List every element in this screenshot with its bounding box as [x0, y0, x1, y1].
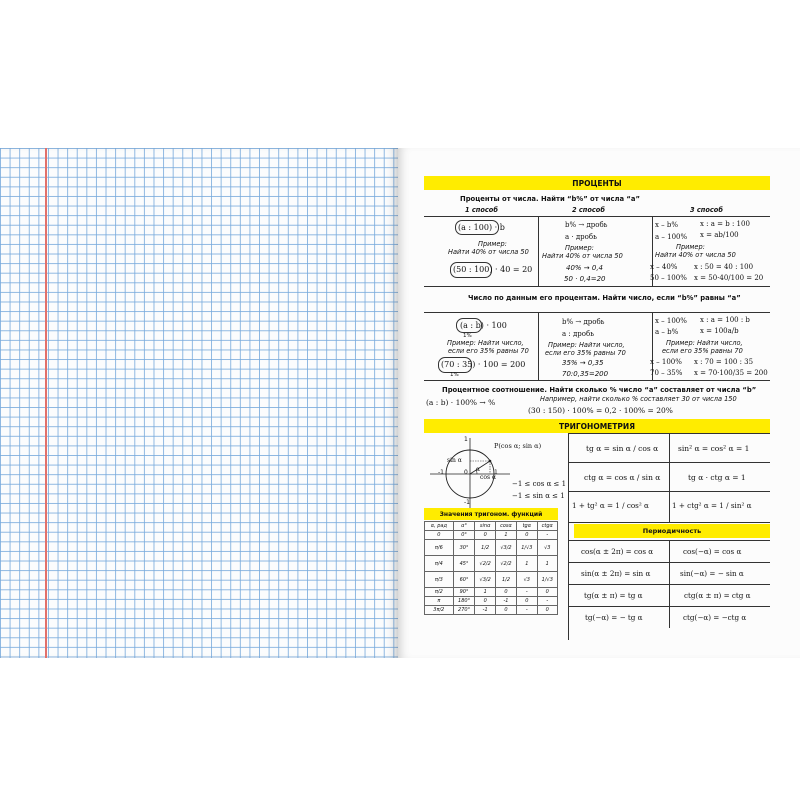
r2c3-f3: x : 70 = 100 : 35 [694, 358, 754, 366]
bracket [455, 220, 499, 235]
formula-1ctg: 1 + ctg² α = 1 / sin² α [672, 501, 752, 510]
margin-line [45, 148, 47, 658]
table-cell: 1 [537, 556, 557, 572]
table-cell: 60° [453, 572, 475, 588]
graph-paper-page [0, 148, 398, 658]
r1c3-example: Пример: [676, 243, 705, 251]
table-cell: - [517, 606, 537, 615]
alpha-label: α [476, 466, 481, 473]
table-cell: π/4 [425, 556, 454, 572]
r1c2-c2: 50 · 0,4=20 [564, 275, 606, 283]
table1-line [424, 286, 770, 287]
period-sin-neg: sin(−α) = − sin α [680, 569, 744, 578]
table-cell: 270° [453, 606, 475, 615]
r2c3-task: если его 35% равны 70 [662, 347, 743, 355]
formula-sin2: sin² α = cos² α = 1 [678, 444, 750, 453]
r1c1-task: Найти 40% от числа 50 [448, 248, 529, 256]
table-cell: 1/2 [495, 572, 516, 588]
r2c2-l1: b% → дробь [562, 318, 605, 326]
axis-one-right: 1 [494, 469, 498, 476]
r1c3-c2: 50 – 100% [650, 274, 687, 282]
r2c2-c2: 70:0,35=200 [562, 370, 609, 378]
percent-sub3: Процентное соотношение. Найти сколько % число “a” составляет от числа “b” [442, 386, 757, 394]
period-ctg-neg: ctg(−α) = −ctg α [683, 613, 747, 622]
period-tg-neg: tg(−α) = − tg α [585, 613, 643, 622]
period-ctg: ctg(α ± π) = ctg α [684, 591, 751, 600]
r2c2-example: Пример: Найти число, [548, 341, 625, 349]
table-cell: 1 [517, 556, 537, 572]
table2-line [424, 312, 770, 313]
period-divider [669, 540, 670, 628]
col1-label: 1 способ [465, 206, 498, 214]
table-cell: 1/2 [475, 540, 495, 556]
table-cell: - [537, 531, 557, 540]
table-cell: √3/2 [475, 572, 495, 588]
table-cell: π/3 [425, 572, 454, 588]
r3-task: Например, найти сколько % составляет 30 от числа 150 [540, 395, 737, 403]
r2c3-f1: x : a = 100 : b [700, 316, 750, 324]
table-cell: 0 [475, 531, 495, 540]
table-cell: 45° [453, 556, 475, 572]
r2c2-l2: a : дробь [562, 330, 595, 338]
r1c2-example: Пример: [565, 244, 594, 252]
r2c3-c1: x – 100% [650, 358, 682, 366]
table-cell: 3π/2 [425, 606, 454, 615]
r2c1-pct: 1% [463, 333, 472, 339]
table-cell: 0 [537, 588, 557, 597]
table2-divider [538, 312, 539, 380]
table-cell: -1 [475, 606, 495, 615]
table-cell: -1 [495, 597, 516, 606]
r2c3-f4: x = 70·100/35 = 200 [694, 369, 768, 377]
r2c1-formula: (a : b) · 100 [460, 321, 507, 330]
table-row [425, 572, 558, 588]
values-header: Значения тригоном. функций [424, 508, 558, 520]
r1c3-b: a – 100% [655, 233, 688, 241]
axis-one-top: 1 [464, 436, 468, 443]
table-header-cell: sinα [475, 522, 495, 531]
r1c2-l2: a · дробь [565, 233, 597, 241]
period-cos-neg: cos(−α) = cos α [683, 547, 742, 556]
sin-inequality: −1 ≤ sin α ≤ 1 [512, 492, 565, 500]
r1c2-task: Найти 40% от числа 50 [542, 252, 623, 260]
r2c2-c1: 35% → 0,35 [562, 359, 604, 367]
r2c1-pct2: 1% [450, 372, 459, 378]
table1-line [424, 216, 770, 217]
r2c1-calc: (70 : 35) · 100 = 200 [441, 360, 526, 369]
axis-minus-one-left: -1 [438, 469, 444, 476]
table-cell: 0 [537, 606, 557, 615]
table-cell: 0 [517, 531, 537, 540]
r3-formula: (a : b) · 100% → % [426, 398, 496, 407]
table-cell: 0° [453, 531, 475, 540]
point-label: P(cos α; sin α) [494, 442, 542, 450]
r2c3-f2: x = 100a/b [700, 327, 739, 335]
table-cell: 180° [453, 597, 475, 606]
table-header-cell: α, рад [425, 522, 454, 531]
period-sin: sin(α ± 2π) = sin α [581, 569, 651, 578]
table-cell: 1/√3 [537, 572, 557, 588]
table-header-cell: α° [453, 522, 475, 531]
formula-line [568, 522, 770, 523]
r3-calc: (30 : 150) · 100% = 0,2 · 100% = 20% [528, 406, 673, 415]
table-cell: 1 [495, 531, 516, 540]
r1c3-a: x – b% [655, 221, 679, 229]
table-cell: √2/2 [495, 556, 516, 572]
r2c2-task: если его 35% равны 70 [545, 349, 626, 357]
r1c3-f1: x : a = b : 100 [700, 220, 750, 228]
r1c1-formula: (a : 100) · b [458, 223, 505, 232]
formula-tgctg: tg α · ctg α = 1 [688, 473, 746, 482]
table-header-cell: ctgα [537, 522, 557, 531]
formula-divider [669, 433, 670, 522]
r2c3-a: x – 100% [655, 317, 687, 325]
r1c1-example: Пример: [478, 240, 507, 248]
r2c1-example: Пример: Найти число, [447, 339, 524, 347]
r1c3-task: Найти 40% от числа 50 [655, 251, 736, 259]
table2-line [424, 380, 770, 381]
formula-divider [568, 433, 569, 640]
percent-header: ПРОЦЕНТЫ [424, 176, 770, 190]
axis-zero: 0 [464, 469, 468, 476]
table-cell: 0 [425, 531, 454, 540]
table-row [425, 597, 558, 606]
table-cell: √3 [537, 540, 557, 556]
table-header-cell: cosα [495, 522, 516, 531]
r1c2-l1: b% → дробь [565, 221, 608, 229]
percent-sub2: Число по данным его процентам. Найти число, если “b%” равны “a” [468, 294, 741, 302]
table-cell: 0 [495, 606, 516, 615]
col2-label: 2 способ [572, 206, 605, 214]
table-cell: π/2 [425, 588, 454, 597]
r1c3-f4: x = 50·40/100 = 20 [694, 274, 764, 282]
cos-inequality: −1 ≤ cos α ≤ 1 [512, 480, 567, 488]
r1c2-c1: 40% → 0,4 [566, 264, 604, 272]
table-header-row [425, 522, 558, 531]
sin-label: sin α [447, 457, 462, 464]
formula-1tg: 1 + tg² α = 1 / cos² α [572, 501, 649, 510]
table-row [425, 606, 558, 615]
period-header: Периодичность [574, 524, 770, 538]
table-cell: 0 [495, 588, 516, 597]
table-row [425, 540, 558, 556]
r2c1-task: если его 35% равны 70 [448, 347, 529, 355]
trig-header: ТРИГОНОМЕТРИЯ [424, 419, 770, 433]
table-cell: 30° [453, 540, 475, 556]
table-cell: √2/2 [475, 556, 495, 572]
formula-ctg: ctg α = cos α / sin α [584, 473, 661, 482]
table-cell: π [425, 597, 454, 606]
r1c1-calc: (50 : 100) · 40 = 20 [453, 265, 533, 274]
table-cell: 1/√3 [517, 540, 537, 556]
table-cell: 0 [517, 597, 537, 606]
formula-tg: tg α = sin α / cos α [586, 444, 659, 453]
r2c3-b: a – b% [655, 328, 679, 336]
period-cos: cos(α ± 2π) = cos α [581, 547, 654, 556]
table-cell: 1 [475, 588, 495, 597]
table-cell: √3/2 [495, 540, 516, 556]
table-row [425, 556, 558, 572]
trig-values-table [424, 521, 558, 615]
axis-minus-one-bottom: -1 [464, 499, 470, 506]
table-row [425, 531, 558, 540]
table-cell: - [537, 597, 557, 606]
table-cell: 0 [475, 597, 495, 606]
period-tg: tg(α ± π) = tg α [584, 591, 643, 600]
col3-label: 3 способ [690, 206, 723, 214]
r1c3-f2: x = ab/100 [700, 231, 739, 239]
r1c3-f3: x : 50 = 40 : 100 [694, 263, 754, 271]
table-header-cell: tgα [517, 522, 537, 531]
table-cell: π/6 [425, 540, 454, 556]
table-cell: 90° [453, 588, 475, 597]
cos-label: cos α [480, 474, 497, 481]
r1c3-c1: x – 40% [650, 263, 678, 271]
table-row [425, 588, 558, 597]
table-cell: - [517, 588, 537, 597]
r2c3-example: Пример: Найти число, [666, 339, 743, 347]
table-cell: √3 [517, 572, 537, 588]
percent-sub1: Проценты от числа. Найти “b%” от числа “a” [460, 195, 640, 203]
table1-divider [538, 216, 539, 286]
r2c3-c2: 70 – 35% [650, 369, 683, 377]
